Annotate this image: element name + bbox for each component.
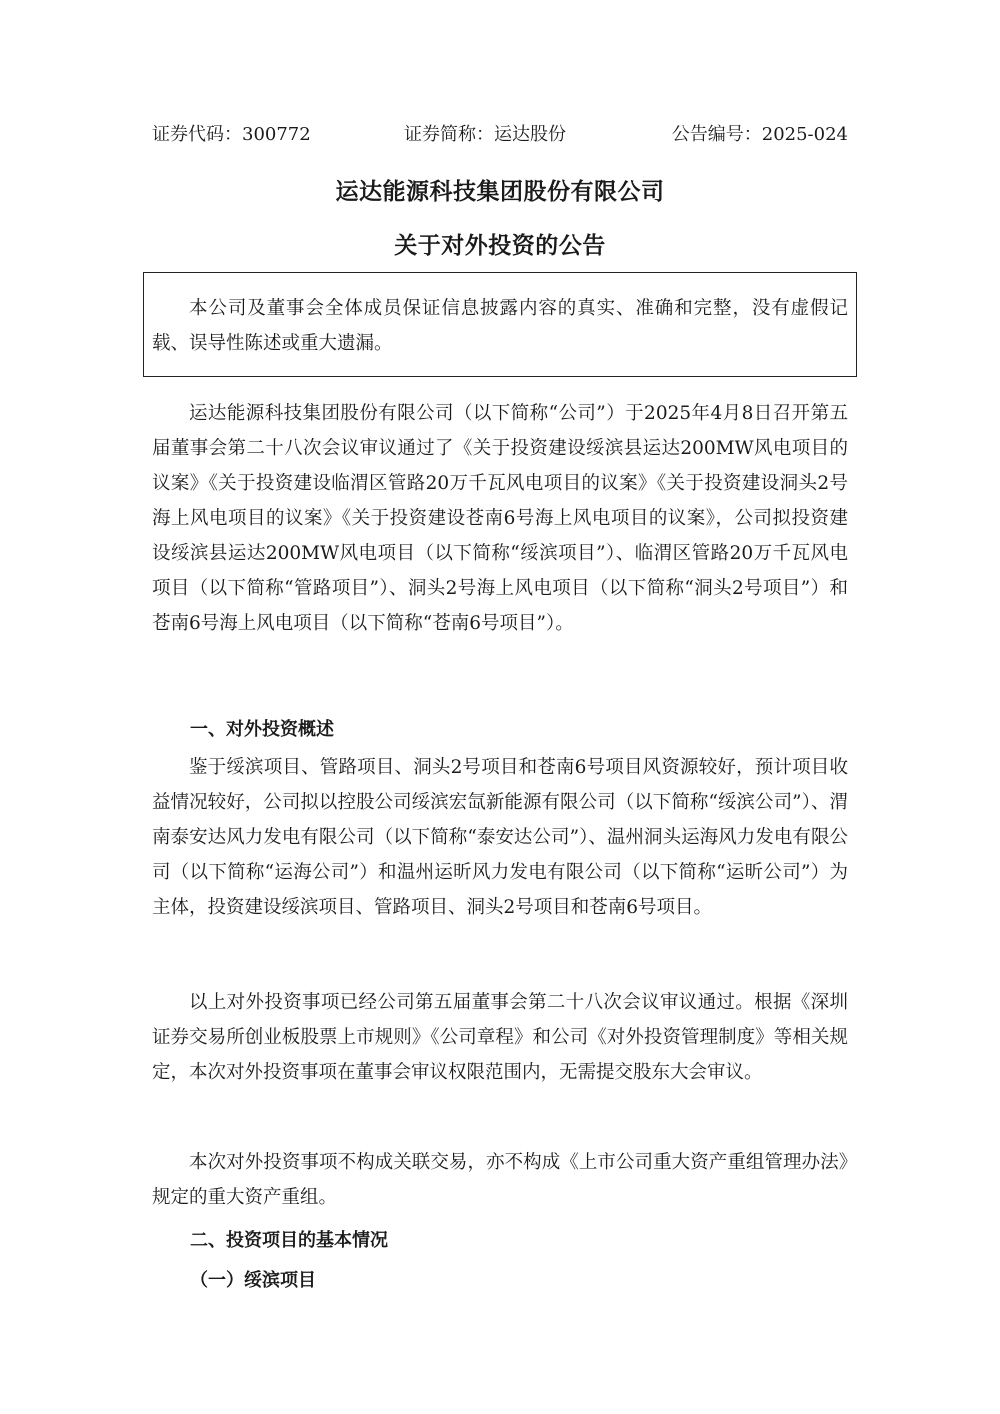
subsection-heading-suibin: （一）绥滨项目	[190, 1270, 316, 1291]
disclosure-notice-box	[143, 272, 857, 377]
document-header	[152, 120, 848, 150]
section-heading-project-info: 二、投资项目的基本情况	[190, 1230, 388, 1251]
announcement-number: 公告编号：2025-024	[671, 124, 848, 145]
security-code: 证券代码：300772	[152, 124, 311, 145]
announcement-title: 关于对外投资的公告	[394, 233, 606, 259]
approval-paragraph: 以上对外投资事项已经公司第五届董事会第二十八次会议审议通过。根据《深圳证券交易所创业板股票上市规则》《公司章程》和公司《对外投资管理制度》等相关规定，本次对外投资事项在董事会审议权限范围内，无需提交股东大会审议。	[152, 992, 848, 1083]
overview-paragraph: 鉴于绥滨项目、管路项目、洞头2号项目和苍南6号项目风资源较好，预计项目收益情况较好，公司拟以控股公司绥滨宏氙新能源有限公司（以下简称“绥滨公司”）、渭南泰安达风力发电有限公司（以下简称“泰安达公司”）、温州洞头运海风力发电有限公司（以下简称“运海公司”）和温州运昕风力发电有限公司（以下简称“运昕公司”）为主体，投资建设绥滨项目、管路项目、洞头2号项目和苍南6号项目。	[152, 757, 848, 918]
related-transaction-paragraph: 本次对外投资事项不构成关联交易，亦不构成《上市公司重大资产重组管理办法》规定的重大资产重组。	[152, 1152, 848, 1208]
security-abbreviation: 证券简称：运达股份	[404, 124, 566, 145]
disclosure-notice-text: 本公司及董事会全体成员保证信息披露内容的真实、准确和完整，没有虚假记载、误导性陈述或重大遗漏。	[152, 298, 848, 354]
section-heading-overview: 一、对外投资概述	[190, 719, 334, 740]
intro-paragraph: 运达能源科技集团股份有限公司（以下简称“公司”）于2025年4月8日召开第五届董事会第二十八次会议审议通过了《关于投资建设绥滨县运达200MW风电项目的议案》《关于投资建设临渭区管路20万千瓦风电项目的议案》《关于投资建设洞头2号海上风电项目的议案》《关于投资建设苍南6号海上风电项目的议案》，公司拟投资建设绥滨县运达200MW风电项目（以下简称“绥滨项目”）、临渭区管路20万千瓦风电项目（以下简称“管路项目”）、洞头2号海上风电项目（以下简称“洞头2号项目”）和苍南6号海上风电项目（以下简称“苍南6号项目”）。	[152, 403, 848, 634]
company-title: 运达能源科技集团股份有限公司	[335, 179, 665, 205]
